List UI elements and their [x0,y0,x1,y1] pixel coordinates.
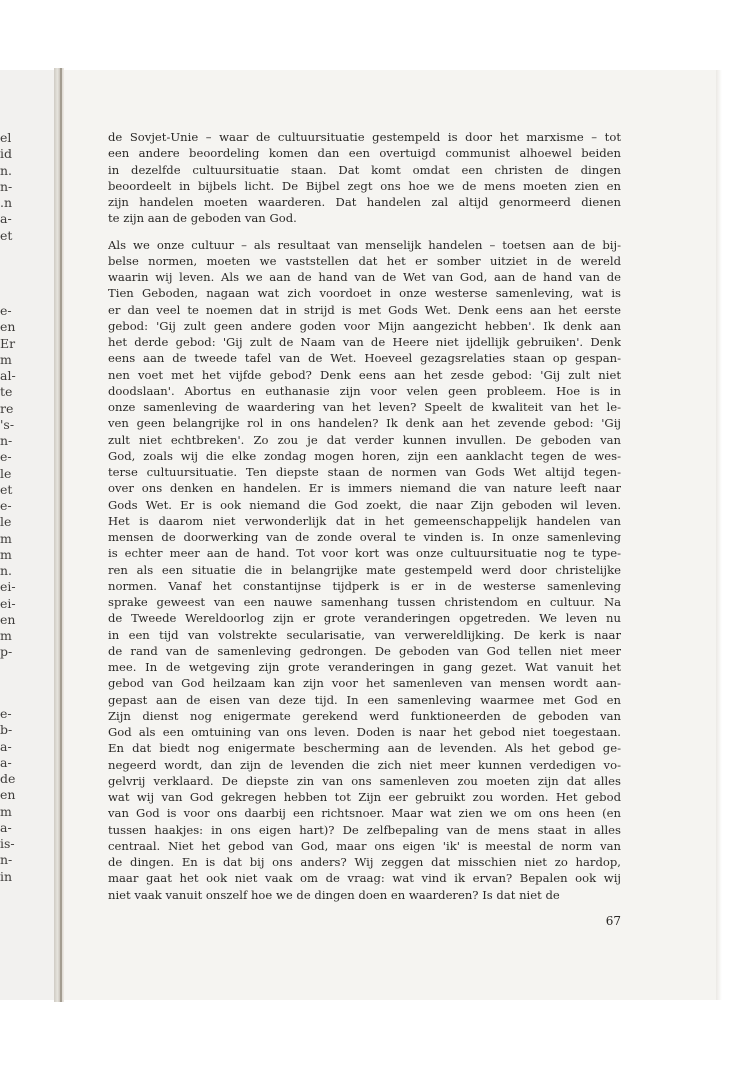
text-line: nen voet met het vijfde gebod? Denk eens aan het zesde gebod: 'Gij zult niet [108,367,621,382]
text-line: normen. Vanaf het constantijnse tijdperk is er in de westerse samenleving [108,578,621,593]
margin-fragment: en [0,787,16,803]
text-line: mensen de doorwerking van de zonde overal te vinden is. In onze samenleving [108,530,621,544]
margin-fragment: m [0,351,12,367]
text-line: in een tijd van volstrekte secularisatie, van verwereldlijking. De kerk is naar [108,627,621,642]
text-line: waarin wij leven. Als we aan de hand van de Wet van God, aan de hand van de [108,270,621,284]
text-line: Als we onze cultuur – als resultaat van menselijk handelen – toetsen aan de bij- [108,237,621,252]
text-line: mee. In de wetgeving zijn grote veranderingen in gang gezet. Wat vanuit het [108,660,621,674]
margin-fragment: et [0,227,13,243]
text-line: het derde gebod: 'Gij zult de Naam van de Heere niet ijdellijk gebruiken'. Denk [108,335,621,349]
text-line: gebod: 'Gij zult geen andere goden voor Mijn aangezicht hebben'. Ik denk aan [108,318,621,333]
margin-fragment: in [0,868,13,884]
margin-fragment: n- [0,433,13,448]
margin-fragment: e- [0,303,12,318]
margin-fragment: Er [0,335,16,351]
text-line: is echter meer aan de hand. Tot voor kort was onze cultuursituatie nog te type- [108,546,621,561]
margin-fragment: id [0,146,12,162]
margin-fragment: n. [0,563,13,578]
text-line: doodslaan'. Abortus en euthanasie zijn voor velen geen probleem. Hoe is in [108,383,621,398]
margin-fragment: a- [0,754,12,770]
margin-fragment: a- [0,211,12,227]
text-line: een andere beoordeling komen dan een overtuigd communist alhoewel beiden [108,146,621,161]
body-text [108,129,621,903]
text-line: ven geen belangrijke rol in ons handelen? Ik denk aan het zevende gebod: 'Gij [108,416,621,431]
text-line: gelvrij verklaard. De diepste zin van ons samenleven zou moeten zijn dat alles [108,773,621,788]
margin-fragment: el [0,130,12,145]
text-line: negeerd wordt, dan zijn de levenden die zich niet meer kunnen verdedigen vo- [108,757,621,772]
text-line: En dat biedt nog enigermate bescherming aan de levenden. Als het gebod ge- [108,741,621,756]
margin-fragment: e- [0,449,12,465]
text-line: de Tweede Wereldoorlog zijn er grote veranderingen opgetreden. We leven nu [108,611,621,626]
margin-fragment: n- [0,852,13,868]
text-line: God als een omtuining van ons leven. Doden is naar het gebod niet toegestaan. [108,725,621,739]
margin-fragment: p- [0,644,13,660]
margin-fragment: m [0,628,12,643]
text-line: sprake geweest van een nauwe samenhang tussen christendom en cultuur. Na [108,595,621,609]
margin-fragment: b- [0,722,13,738]
text-line: ren als een situatie die in belangrijke mate gestempeld werd door christelijke [108,562,621,577]
page-number: 67 [605,914,621,928]
text-line: onze samenleving de waardering van het leven? Speelt de kwaliteit van het le- [108,400,621,414]
text-line: beoordeelt in bijbels licht. De Bijbel zegt ons hoe we de mens moeten zien en [108,178,621,193]
margin-fragment: te [0,384,13,400]
margin-fragment: e- [0,498,12,513]
text-line: gepast aan de eisen van deze tijd. In een samenleving waarmee met God en [108,692,621,707]
margin-fragment: m [0,803,12,819]
spine-shadow [60,68,62,1002]
margin-fragment: le [0,465,12,481]
text-line: eens aan de tweede tafel van de Wet. Hoeveel gezagsrelaties staan op gespan- [108,351,621,366]
margin-fragment: le [0,514,12,530]
margin-fragment: a- [0,819,12,835]
text-line: terse cultuursituatie. Ten diepste staan de normen van Gods Wet altijd tegen- [108,465,621,479]
margin-fragment: e- [0,706,12,721]
margin-fragment: .n [0,195,13,210]
margin-fragment: m [0,546,12,562]
margin-fragment: ei- [0,579,16,595]
text-line: er dan veel te noemen dat in strijd is met Gods Wet. Denk eens aan het eerste [108,302,621,317]
margin-fragment: n- [0,178,13,194]
text-line: over ons denken en handelen. Er is immers niemand die van nature leeft naar [108,481,621,496]
margin-fragment: m [0,530,12,546]
text-line: Tien Geboden, nagaan wat zich voordoet in onze westerse samenleving, wat is [108,286,621,301]
margin-fragment: is- [0,836,15,851]
text-line: de rand van de samenleving gedrongen. De geboden van God tellen niet meer [108,643,621,658]
margin-fragment: n. [0,162,13,178]
margin-fragment: re [0,400,14,416]
paragraph-1 [108,129,621,227]
margin-fragment: al- [0,368,16,383]
margin-fragment: en [0,611,16,627]
margin-fragment: de [0,771,16,786]
text-line: belse normen, moeten we vaststellen dat het er somber uitziet in de wereld [108,253,621,268]
text-line: van God is voor ons daarbij een richtsnoer. Maar wat zien we om ons heen (en [108,806,621,821]
text-line: zult niet echtbreken'. Zo zou je dat verder kunnen invullen. De geboden van [108,432,621,447]
page-edge [716,70,722,1000]
margin-fragment: en [0,319,16,335]
text-line: Het is daarom niet verwonderlijk dat in het gemeenschappelijk handelen van [108,513,621,528]
text-line: Zijn dienst nog enigermate gerekend werd funktioneerden de geboden van [108,708,621,723]
text-line: te zijn aan de geboden van God. [108,211,297,226]
text-line: tussen haakjes: in ons eigen hart)? De zelfbepaling van de mens staat in alles [108,822,621,837]
margin-fragment: a- [0,738,12,754]
margin-fragment: et [0,481,13,497]
text-line: centraal. Niet het gebod van God, maar ons eigen 'ik' is meestal de norm van [108,838,621,853]
text-line: gebod van God heilzaam kan zijn voor het samenleven van mensen wordt aan- [108,676,621,691]
text-line: Gods Wet. Er is ook niemand die God zoekt, die naar Zijn geboden wil leven. [108,497,621,512]
text-line: de dingen. En is dat bij ons anders? Wij zeggen dat misschien niet zo hardop, [108,855,621,869]
text-line: zijn handelen moeten waarderen. Dat handelen zal altijd genormeerd dienen [108,195,621,209]
paragraph-2 [108,237,621,903]
text-line: maar gaat het ook niet vaak om de vraag: wat vind ik ervan? Bepalen ook wij [108,871,621,886]
text-line: in dezelfde cultuursituatie staan. Dat komt omdat een christen de dingen [108,162,621,177]
book-gutter [54,68,64,1002]
margin-fragment: ei- [0,595,16,611]
text-line: wat wij van God gekregen hebben tot Zijn eer gebruikt zou worden. Het gebod [108,790,621,804]
text-line: niet vaak vanuit onszelf hoe we de dingen doen en waarderen? Is dat niet de [108,887,560,902]
margin-fragment: 's- [0,416,15,432]
text-line: God, zoals wij die elke zondag mogen horen, zijn een aanklacht tegen de wes- [108,448,621,463]
text-line: de Sovjet-Unie – waar de cultuursituatie gestempeld is door het marxisme – tot [108,130,621,144]
